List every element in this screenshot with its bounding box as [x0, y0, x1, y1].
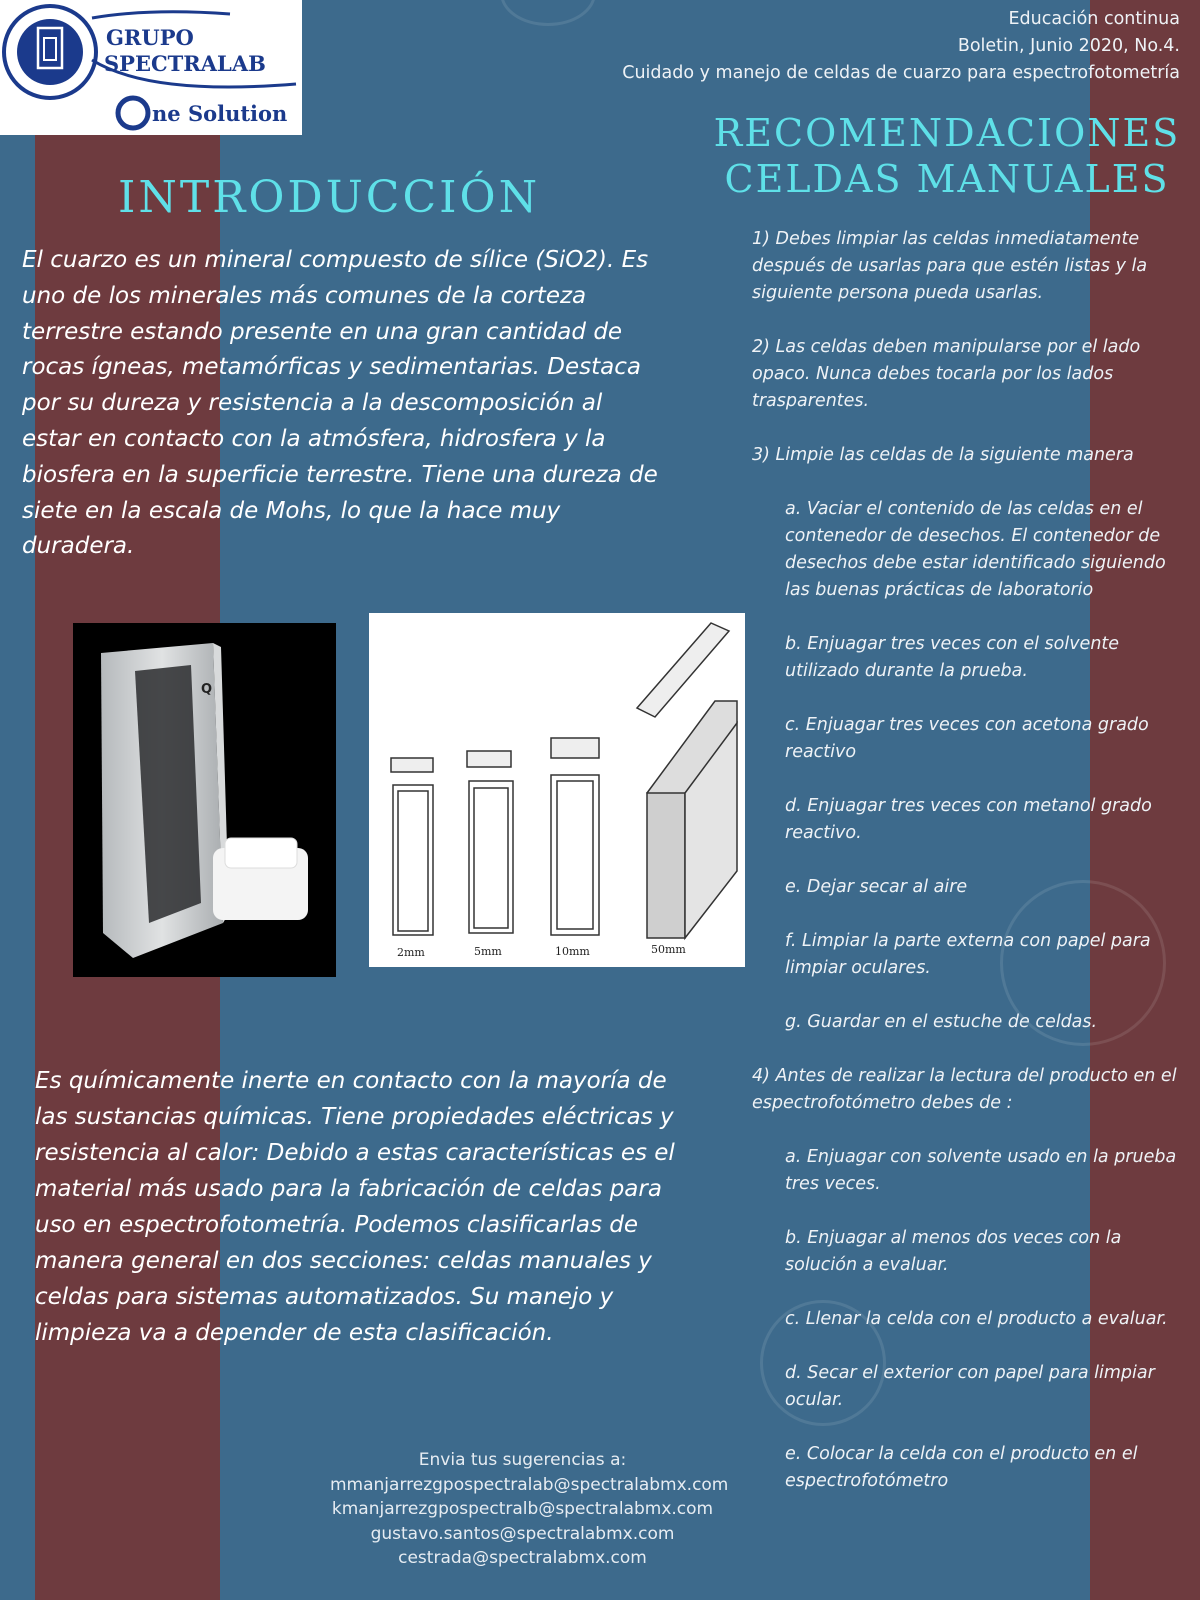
- recommendation-substep: d. Enjuagar tres veces con metanol grado reactivo.: [785, 796, 1152, 843]
- svg-text:GRUPO: GRUPO: [106, 25, 194, 50]
- size-label-5mm: 5mm: [474, 945, 502, 958]
- recommendations-list: [752, 226, 1182, 1495]
- recommendations-title: [712, 110, 1182, 202]
- recommendation-substep: a. Vaciar el contenido de las celdas en el contenedor de desechos. El contenedor de desechos debe estar identificado siguiendo las buenas prácticas de laboratorio: [785, 499, 1166, 600]
- intro-title: INTRODUCCIÓN: [118, 172, 541, 223]
- size-label-2mm: 2mm: [397, 946, 425, 959]
- recommendations-title-line-1: RECOMENDACIONES: [713, 111, 1181, 155]
- contact-email[interactable]: gustavo.santos@spectralabmx.com: [370, 1523, 675, 1544]
- logo-tagline: ne Solution: [152, 101, 288, 126]
- recommendation-item-4: 4) Antes de realizar la lectura del producto en el espectrofotómetro debes de :: [752, 1066, 1177, 1113]
- intro-paragraph: El cuarzo es un mineral compuesto de sílice (SiO2). Es uno de los minerales más comunes de la corteza terrestre estando presente en una gran cantidad de rocas ígneas, metamórficas y sedimentarias. Destaca por su dureza y resistencia a la descomposición al estar en contacto con la atmósfera, hidrosfera y la biosfera en la superficie terrestre. Tiene una dureza de siete en la escala de Mohs, lo que la hace muy duradera.: [22, 247, 658, 560]
- recommendation-substep: b. Enjuagar al menos dos veces con la solución a evaluar.: [785, 1228, 1122, 1275]
- size-label-10mm: 10mm: [555, 945, 590, 958]
- contact-heading: Envia tus sugerencias a:: [418, 1450, 627, 1470]
- contact-email[interactable]: kmanjarrezgpospectralb@spectralabmx.com: [331, 1499, 714, 1519]
- recommendation-substep: g. Guardar en el estuche de celdas.: [785, 1012, 1098, 1032]
- recommendation-item-2: 2) Las celdas deben manipularse por el lado opaco. Nunca debes tocarla por los lados trasparentes.: [752, 337, 1141, 411]
- recommendation-substep: b. Enjuagar tres veces con el solvente utilizado durante la prueba.: [785, 634, 1120, 681]
- recommendation-item-1: 1) Debes limpiar las celdas inmediatamente después de usarlas para que estén listas y la siguiente persona pueda usarlas.: [752, 229, 1148, 303]
- recommendation-item-3: 3) Limpie las celdas de la siguiente manera: [752, 445, 1134, 465]
- svg-text:SPECTRALAB: SPECTRALAB: [104, 51, 266, 76]
- company-logo: [0, 0, 302, 135]
- recommendation-substep: c. Llenar la celda con el producto a evaluar.: [785, 1309, 1168, 1329]
- recommendation-substep: a. Enjuagar con solvente usado en la prueba tres veces.: [785, 1147, 1177, 1194]
- recommendation-substep: e. Colocar la celda con el producto en el espectrofotómetro: [785, 1444, 1138, 1491]
- logo-graphic: [0, 0, 302, 135]
- recommendation-substep: f. Limpiar la parte externa con papel para limpiar oculares.: [785, 931, 1151, 978]
- recommendation-substep: d. Secar el exterior con papel para limpiar ocular.: [785, 1363, 1155, 1410]
- recommendations-title-line-2: CELDAS MANUALES: [724, 157, 1170, 201]
- contact-email[interactable]: mmanjarrezgpospectralab@spectralabmx.com: [330, 1474, 729, 1495]
- header-line-3: Cuidado y manejo de celdas de cuarzo para espectrofotometría: [622, 63, 1180, 83]
- recommendation-substep: c. Enjuagar tres veces con acetona grado reactivo: [785, 715, 1149, 762]
- header-line-2: Boletin, Junio 2020, No.4.: [957, 36, 1180, 56]
- contact-block: [330, 1448, 729, 1571]
- contact-email[interactable]: cestrada@spectralabmx.com: [398, 1548, 647, 1568]
- recommendation-substep: e. Dejar secar al aire: [785, 877, 968, 897]
- size-label-50mm: 50mm: [651, 943, 686, 956]
- cuvette-sizes-diagram: [369, 613, 745, 967]
- cuvette-photo: [73, 623, 336, 977]
- intro-paragraph-2: Es químicamente inerte en contacto con la mayoría de las sustancias químicas. Tiene propiedades eléctricas y resistencia al calor: Debido a estas características es el material más usado para la fabricación de celdas para uso en espectrofotometría. Podemos clasificarlas de manera general en dos secciones: celdas manuales y celdas para sistemas automatizados. Su manejo y limpieza va a depender de esta clasificación.: [35, 1068, 675, 1346]
- background-circle: [500, 0, 596, 26]
- bulletin-header: [622, 6, 1180, 87]
- header-line-1: Educación continua: [1008, 9, 1180, 29]
- cuvette-mark: Q: [201, 682, 213, 697]
